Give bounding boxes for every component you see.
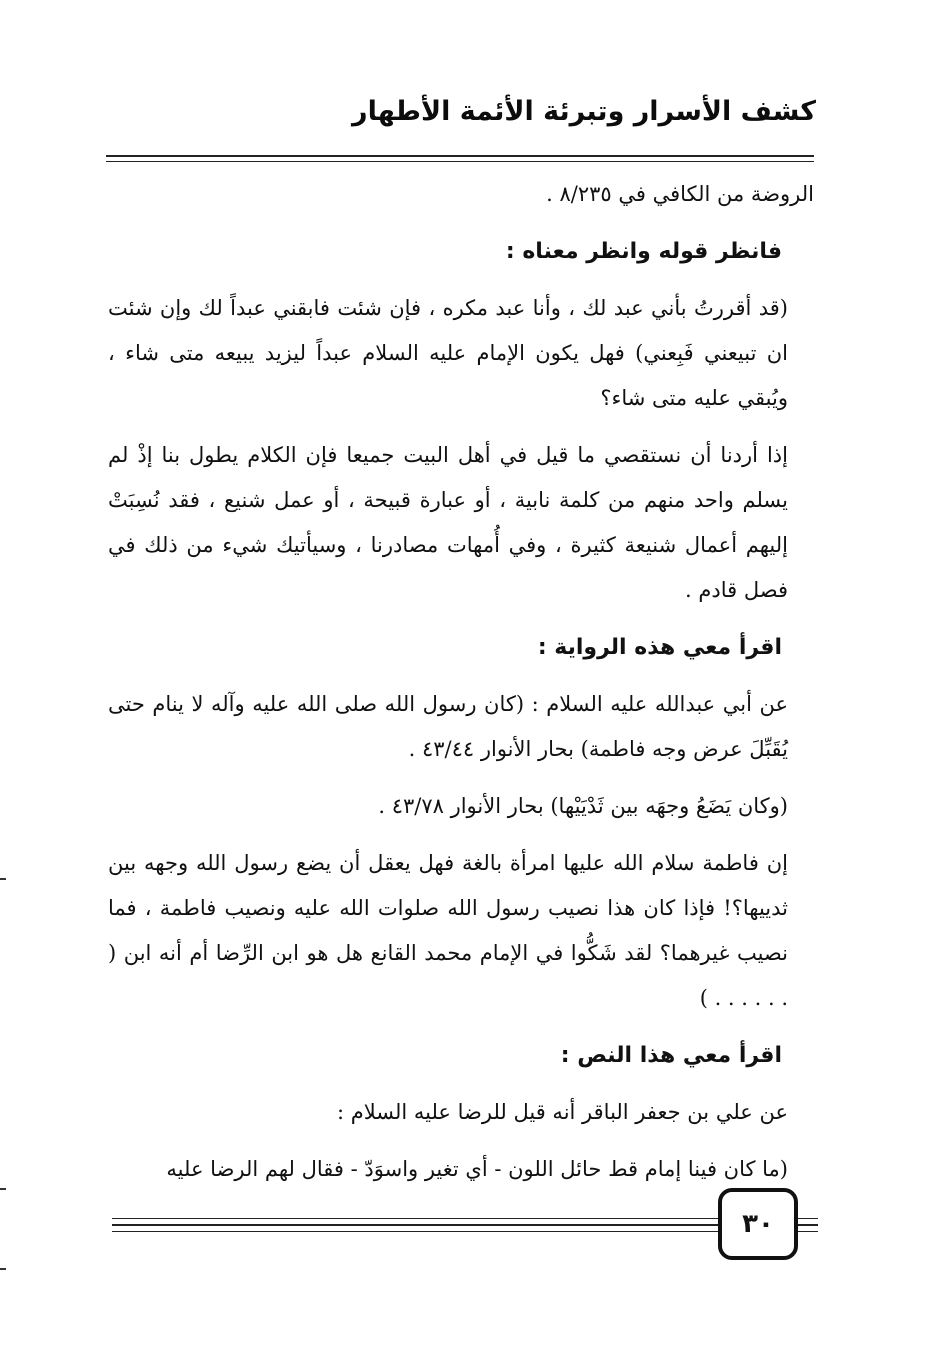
header-rule-thin: [106, 161, 814, 162]
footer-rule: [796, 1218, 818, 1219]
page-number-box: [718, 1188, 798, 1260]
quoted-paragraph: (قد أقررتُ بأني عبد لك ، وأنا عبد مكره ، فإن شئت فابقني عبداً لك وإن شئت ان تبيعني فَبِعني) فهل يكون الإمام عليه السلام عبداً ليزيد يبيعه متى شاء ، ويُبقي عليه متى شاء؟: [108, 296, 788, 410]
body-paragraph: إذا أردنا أن نستقصي ما قيل في أهل البيت جميعا فإن الكلام يطول بنا إذْ لم يسلم واحد منهم من كلمة نابية ، أو عبارة قبيحة ، أو عمل شنيع ، فقد نُسِبَتْ إليهم أعمال شنيعة كثيرة ، وفي أُمهات مصادرنا ، وسيأتيك شيء من ذلك في فصل قادم .: [108, 443, 788, 602]
narration-paragraph: عن علي بن جعفر الباقر أنه قيل للرضا عليه السلام :: [336, 1100, 788, 1124]
margin-mark: [0, 1188, 6, 1190]
section-heading: اقرأ معي هذا النص :: [560, 1043, 782, 1068]
margin-mark: [0, 878, 6, 880]
running-header-title: كشف الأسرار وتبرئة الأئمة الأطهار: [352, 96, 816, 127]
page-number: ٣٠: [742, 1209, 774, 1239]
section-heading: اقرأ معي هذه الرواية :: [537, 635, 782, 660]
header-rule-thick: [106, 155, 814, 157]
margin-mark: [0, 1268, 6, 1270]
footer-rule: [796, 1224, 818, 1226]
narration-paragraph: (وكان يَضَعُ وجهَه بين ثَدْيَيْها) بحار الأنوار ٤٣/٧٨ .: [378, 794, 788, 818]
body-paragraph: إن فاطمة سلام الله عليها امرأة بالغة فهل يعقل أن يضع رسول الله وجهه بين ثدييها؟! فإذا كان هذا نصيب رسول الله صلوات الله عليه ونصيب فاطمة ، فما نصيب غيرهما؟ لقد شَكُّوا في الإمام محمد القانع هل هو ابن الرِّضا أم أنه ابن ( . . . . . . ): [108, 851, 788, 1010]
text-body: [108, 172, 814, 1204]
footer-rule: [112, 1218, 718, 1219]
footer-rule: [112, 1231, 718, 1232]
footer-rule: [796, 1231, 818, 1232]
narration-paragraph: عن أبي عبدالله عليه السلام : (كان رسول الله صلى الله عليه وآله لا ينام حتى يُقَبِّلَ عرض وجه فاطمة) بحار الأنوار ٤٣/٤٤ .: [108, 692, 788, 761]
source-line: الروضة من الكافي في ٨/٢٣٥ .: [546, 182, 814, 206]
narration-paragraph: (ما كان فينا إمام قط حائل اللون - أي تغير واسوَدّ - فقال لهم الرضا عليه: [166, 1157, 788, 1181]
section-heading: فانظر قوله وانظر معناه :: [505, 239, 782, 264]
footer-rule: [112, 1224, 718, 1226]
